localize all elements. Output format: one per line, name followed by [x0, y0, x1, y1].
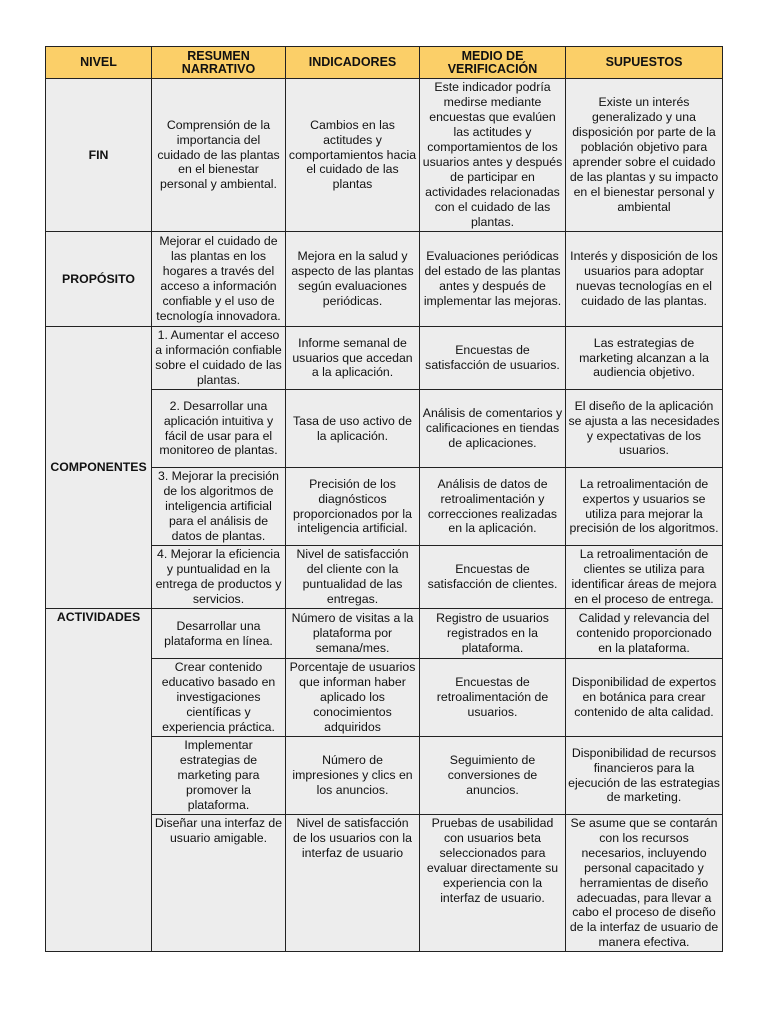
header-resumen-narrativo: RESUMEN NARRATIVO: [152, 47, 286, 79]
actividad-2-resumen: Crear contenido educativo basado en investigaciones científicas y experiencia práctica.: [152, 659, 286, 737]
actividad-1-supuestos: Calidad y relevancia del contenido proporcionado en la plataforma.: [566, 609, 723, 659]
componente-2-resumen: 2. Desarrollar una aplicación intuitiva y fácil de usar para el monitoreo de plantas.: [152, 390, 286, 468]
nivel-proposito: PROPÓSITO: [46, 232, 152, 327]
componente-4-indicadores: Nivel de satisfacción del cliente con la puntualidad de las entregas.: [286, 546, 420, 609]
actividad-3-resumen: Implementar estrategias de marketing para promover la plataforma.: [152, 737, 286, 815]
row-proposito: [46, 232, 723, 327]
actividad-1-indicadores: Número de visitas a la plataforma por semana/mes.: [286, 609, 420, 659]
proposito-medio: Evaluaciones periódicas del estado de las plantas antes y después de implementar las mejoras.: [420, 232, 566, 327]
componente-1-resumen: 1. Aumentar el acceso a información confiable sobre el cuidado de las plantas.: [152, 327, 286, 390]
header-nivel: NIVEL: [46, 47, 152, 79]
componente-2-supuestos: El diseño de la aplicación se ajusta a las necesidades y expectativas de los usuarios.: [566, 390, 723, 468]
header-indicadores: INDICADORES: [286, 47, 420, 79]
componente-4-medio: Encuestas de satisfacción de clientes.: [420, 546, 566, 609]
nivel-fin: FIN: [46, 79, 152, 232]
fin-indicadores: Cambios en las actitudes y comportamientos hacia el cuidado de las plantas: [286, 79, 420, 232]
fin-supuestos: Existe un interés generalizado y una disposición por parte de la población objetivo para aprender sobre el cuidado de las plantas y su impacto en el bienestar personal y ambiental: [566, 79, 723, 232]
actividad-1-resumen: Desarrollar una plataforma en línea.: [152, 609, 286, 659]
row-fin: [46, 79, 723, 232]
actividad-1-medio: Registro de usuarios registrados en la plataforma.: [420, 609, 566, 659]
logical-framework-table: [45, 46, 723, 952]
proposito-resumen: Mejorar el cuidado de las plantas en los hogares a través del acceso a información confiable y el uso de tecnología innovadora.: [152, 232, 286, 327]
row-componente-1: [46, 327, 723, 390]
componente-1-indicadores: Informe semanal de usuarios que accedan a la aplicación.: [286, 327, 420, 390]
header-supuestos: SUPUESTOS: [566, 47, 723, 79]
componente-1-supuestos: Las estrategias de marketing alcanzan a la audiencia objetivo.: [566, 327, 723, 390]
componente-3-resumen: 3. Mejorar la precisión de los algoritmos de inteligencia artificial para el análisis de datos de plantas.: [152, 468, 286, 546]
actividad-4-supuestos: Se asume que se contarán con los recursos necesarios, incluyendo personal capacitado y herramientas de diseño adecuadas, para llevar a cabo el proceso de diseño de la interfaz de usuario de manera efectiva.: [566, 815, 723, 952]
actividad-2-medio: Encuestas de retroalimentación de usuarios.: [420, 659, 566, 737]
componente-2-indicadores: Tasa de uso activo de la aplicación.: [286, 390, 420, 468]
header-row: [46, 47, 723, 79]
componente-4-supuestos: La retroalimentación de clientes se utiliza para identificar áreas de mejora en el proceso de entrega.: [566, 546, 723, 609]
componente-3-medio: Análisis de datos de retroalimentación y correcciones realizadas en la aplicación.: [420, 468, 566, 546]
actividad-4-resumen: Diseñar una interfaz de usuario amigable.: [152, 815, 286, 952]
actividad-3-indicadores: Número de impresiones y clics en los anuncios.: [286, 737, 420, 815]
row-actividad-1: [46, 609, 723, 659]
nivel-actividades: ACTIVIDADES: [46, 609, 152, 952]
componente-3-supuestos: La retroalimentación de expertos y usuarios se utiliza para mejorar la precisión de los algoritmos.: [566, 468, 723, 546]
proposito-indicadores: Mejora en la salud y aspecto de las plantas según evaluaciones periódicas.: [286, 232, 420, 327]
proposito-supuestos: Interés y disposición de los usuarios para adoptar nuevas tecnologías en el cuidado de las plantas.: [566, 232, 723, 327]
actividad-3-medio: Seguimiento de conversiones de anuncios.: [420, 737, 566, 815]
actividad-3-supuestos: Disponibilidad de recursos financieros para la ejecución de las estrategias de marketing.: [566, 737, 723, 815]
header-medio-verificacion: MEDIO DE VERIFICACIÓN: [420, 47, 566, 79]
componente-4-resumen: 4. Mejorar la eficiencia y puntualidad en la entrega de productos y servicios.: [152, 546, 286, 609]
fin-medio: Este indicador podría medirse mediante encuestas que evalúen las actitudes y comportamientos de los usuarios antes y después de participar en actividades relacionadas con el cuidado de las plantas.: [420, 79, 566, 232]
actividad-2-indicadores: Porcentaje de usuarios que informan haber aplicado los conocimientos adquiridos: [286, 659, 420, 737]
fin-resumen: Comprensión de la importancia del cuidado de las plantas en el bienestar personal y ambiental.: [152, 79, 286, 232]
componente-2-medio: Análisis de comentarios y calificaciones en tiendas de aplicaciones.: [420, 390, 566, 468]
componente-3-indicadores: Precisión de los diagnósticos proporcionados por la inteligencia artificial.: [286, 468, 420, 546]
actividad-4-medio: Pruebas de usabilidad con usuarios beta seleccionados para evaluar directamente su experiencia con la interfaz de usuario.: [420, 815, 566, 952]
actividad-4-indicadores: Nivel de satisfacción de los usuarios con la interfaz de usuario: [286, 815, 420, 952]
nivel-componentes: COMPONENTES: [46, 327, 152, 609]
componente-1-medio: Encuestas de satisfacción de usuarios.: [420, 327, 566, 390]
actividad-2-supuestos: Disponibilidad de expertos en botánica para crear contenido de alta calidad.: [566, 659, 723, 737]
